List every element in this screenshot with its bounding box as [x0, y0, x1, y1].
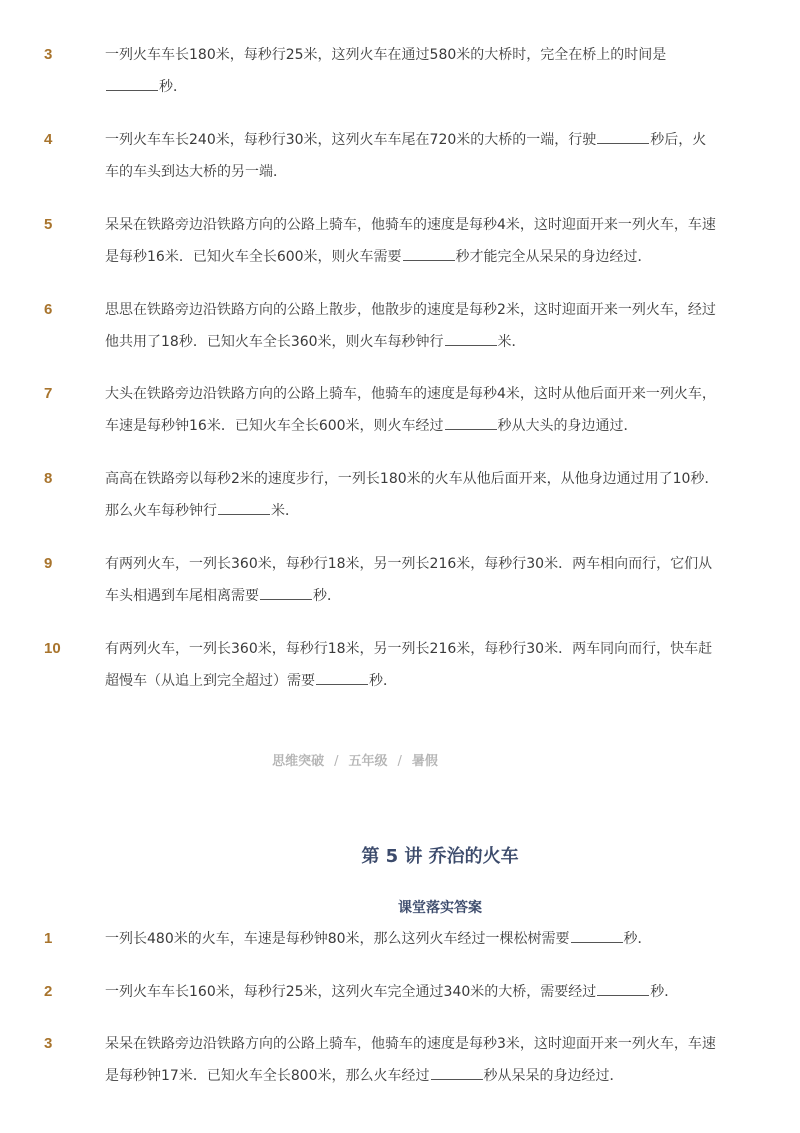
answer-blank[interactable] [445, 331, 497, 346]
footer-grade: 五年级 [348, 754, 388, 769]
question-number: 3 [44, 46, 53, 63]
answer-blank[interactable] [106, 76, 158, 91]
question-text: 一列长480米的火车，车速是每秒钟80米，那么这列火车经过一棵松树需要 秒． [105, 923, 720, 955]
question-number: 7 [44, 385, 53, 402]
footer-separator: / [397, 754, 402, 769]
question-text: 大头在铁路旁边沿铁路方向的公路上骑车，他骑车的速度是每秒4米，这时从他后面开来一列火车，车速是每秒钟16米．已知火车全长600米，则火车经过 秒从大头的身边通过． [105, 386, 716, 434]
question-number: 9 [44, 555, 53, 572]
question-text: 有两列火车，一列长360米，每秒行18米，另一列长216米，每秒行30米．两车相向而行，它们从车头相遇到车尾相离需要 秒． [105, 556, 713, 604]
question-number: 10 [44, 640, 61, 657]
question-number: 6 [44, 301, 53, 318]
section-title: 课堂落实答案 [398, 900, 482, 916]
question-text: 呆呆在铁路旁边沿铁路方向的公路上骑车，他骑车的速度是每秒4米，这时迎面开来一列火车，车速是每秒16米．已知火车全长600米，则火车需要 秒才能完全从呆呆的身边经过． [105, 217, 716, 265]
answer-blank[interactable] [260, 585, 312, 600]
question-text: 思思在铁路旁边沿铁路方向的公路上散步，他散步的速度是每秒2米，这时迎面开来一列火车，经过他共用了18秒．已知火车全长360米，则火车每秒钟行 米． [105, 302, 716, 350]
question-text: 高高在铁路旁以每秒2米的速度步行，一列长180米的火车从他后面开来，从他身边通过用了10秒．那么火车每秒钟行 米． [105, 471, 719, 519]
question-number: 2 [44, 983, 53, 1000]
answer-blank[interactable] [403, 246, 455, 261]
answer-blank[interactable] [445, 415, 497, 430]
question-text: 一列火车车长180米，每秒行25米，这列火车在通过580米的大桥时，完全在桥上的时间是秒． [105, 47, 667, 95]
answer-blank[interactable] [597, 129, 649, 144]
page-footer [0, 750, 710, 769]
question-number: 8 [44, 470, 53, 487]
footer-series: 思维突破 [272, 754, 325, 769]
footer-term: 暑假 [411, 754, 438, 769]
footer-separator: / [334, 754, 339, 769]
question-number: 1 [44, 930, 53, 947]
answer-blank[interactable] [316, 670, 368, 685]
answer-blank[interactable] [571, 928, 623, 943]
question-text: 一列火车车长160米，每秒行25米，这列火车完全通过340米的大桥，需要经过 秒． [105, 976, 720, 1008]
question-text: 有两列火车，一列长360米，每秒行18米，另一列长216米，每秒行30米．两车同向而行，快车赶超慢车（从追上到完全超过）需要 秒． [105, 641, 713, 689]
question-number: 5 [44, 216, 53, 233]
lesson-title: 第 5 讲 乔治的火车 [361, 846, 519, 867]
answer-blank[interactable] [431, 1065, 483, 1080]
question-text: 呆呆在铁路旁边沿铁路方向的公路上骑车，他骑车的速度是每秒3米，这时迎面开来一列火车，车速是每秒钟17米．已知火车全长800米，那么火车经过 秒从呆呆的身边经过． [105, 1036, 716, 1084]
question-text: 一列火车车长240米，每秒行30米，这列火车车尾在720米的大桥的一端，行驶 秒后，火车的车头到达大桥的另一端． [105, 124, 720, 188]
answer-blank[interactable] [218, 500, 270, 515]
answer-blank[interactable] [597, 981, 649, 996]
question-number: 3 [44, 1035, 53, 1052]
question-number: 4 [44, 131, 53, 148]
